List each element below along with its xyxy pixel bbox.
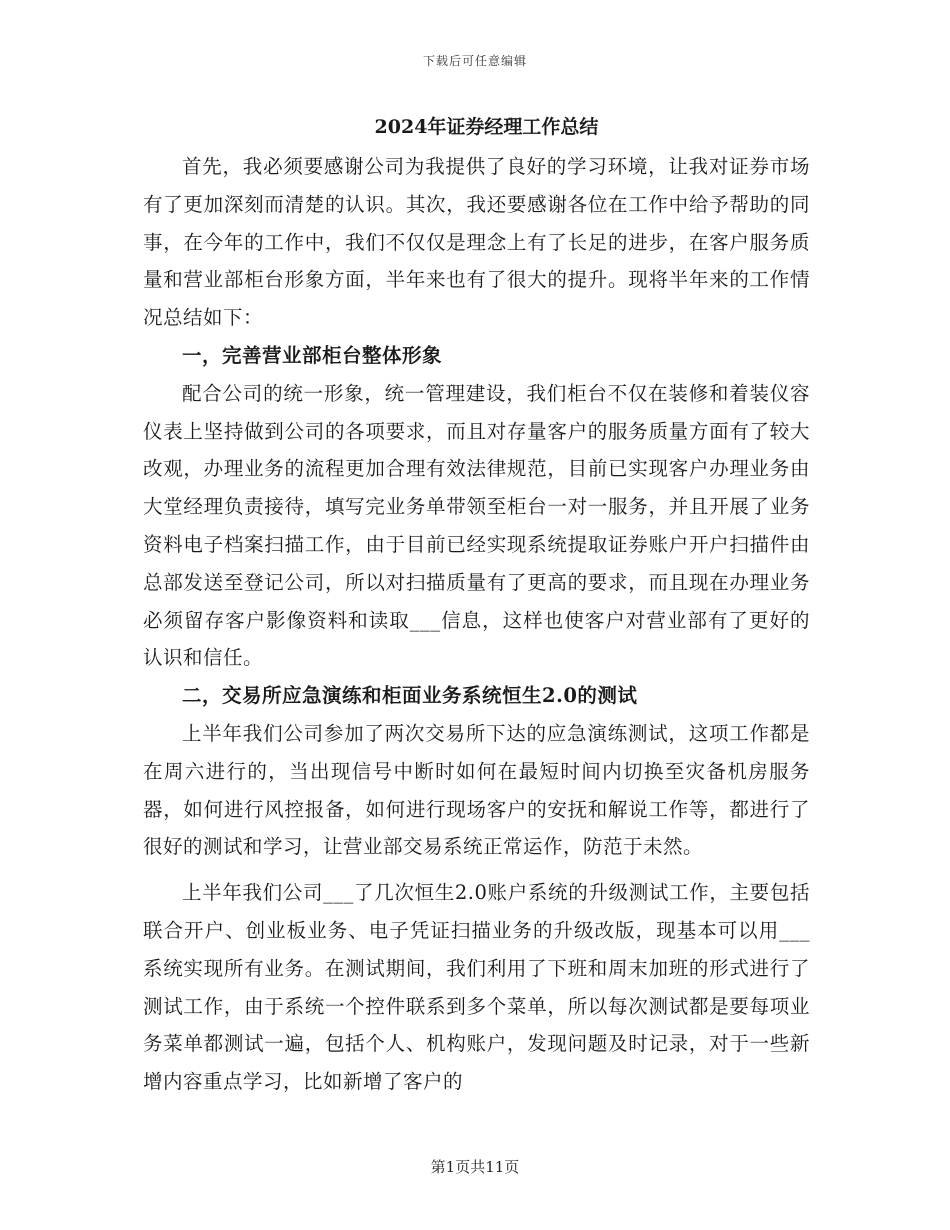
paragraph-section-2a: 上半年我们公司参加了两次交易所下达的应急演练测试，这项工作都是在周六进行的，当出现信号中断时如何在最短时间内切换至灾备机房服务器，如何进行风控报备，如何进行现场客户的安抚和解说工作等，都进行了很好的测试和学习，让营业部交易系统正常运作，防范于未然。: [143, 721, 810, 859]
page-number: 第1页共11页: [430, 1158, 520, 1176]
document-title: 2024年证券经理工作总结: [374, 116, 599, 138]
paragraph-section-1: 配合公司的统一形象，统一管理建设，我们柜台不仅在装修和着装仪容仪表上坚持做到公司的各项要求，而且对存量客户的服务质量方面有了较大改观，办理业务的流程更加合理有效法律规范，目前已实现客户办理业务由大堂经理负责接待，填写完业务单带领至柜台一对一服务，并且开展了业务资料电子档案扫描工作，由于目前已经实现系统提取证券账户开户扫描件由总部发送至登记公司，所以对扫描质量有了更高的要求，而且现在办理业务必须留存客户影像资料和读取___信息，这样也使客户对营业部有了更好的认识和信任。: [143, 381, 810, 670]
paragraph-intro: 首先，我必须要感谢公司为我提供了良好的学习环境，让我对证券市场有了更加深刻而清楚的认识。其次，我还要感谢各位在工作中给予帮助的同事，在今年的工作中，我们不仅仅是理念上有了长足的进步，在客户服务质量和营业部柜台形象方面，半年来也有了很大的提升。现将半年来的工作情况总结如下：: [143, 155, 810, 330]
section-heading-2: 二，交易所应急演练和柜面业务系统恒生2.0的测试: [182, 684, 638, 708]
document-body: [143, 112, 810, 1101]
page-header: 下载后可任意编辑: [422, 54, 527, 68]
section-heading-1: 一，完善营业部柜台整体形象: [182, 343, 443, 367]
paragraph-section-2b: 上半年我们公司___了几次恒生2.0账户系统的升级测试工作，主要包括联合开户、创业板业务、电子凭证扫描业务的升级改版，现基本可以用___系统实现所有业务。在测试期间，我们利用了下班和周末加班的形式进行了测试工作，由于系统一个控件联系到多个菜单，所以每次测试都是要每项业务菜单都测试一遍，包括个人、机构账户，发现问题及时记录，对于一些新增内容重点学习，比如新增了客户的: [143, 881, 810, 1094]
